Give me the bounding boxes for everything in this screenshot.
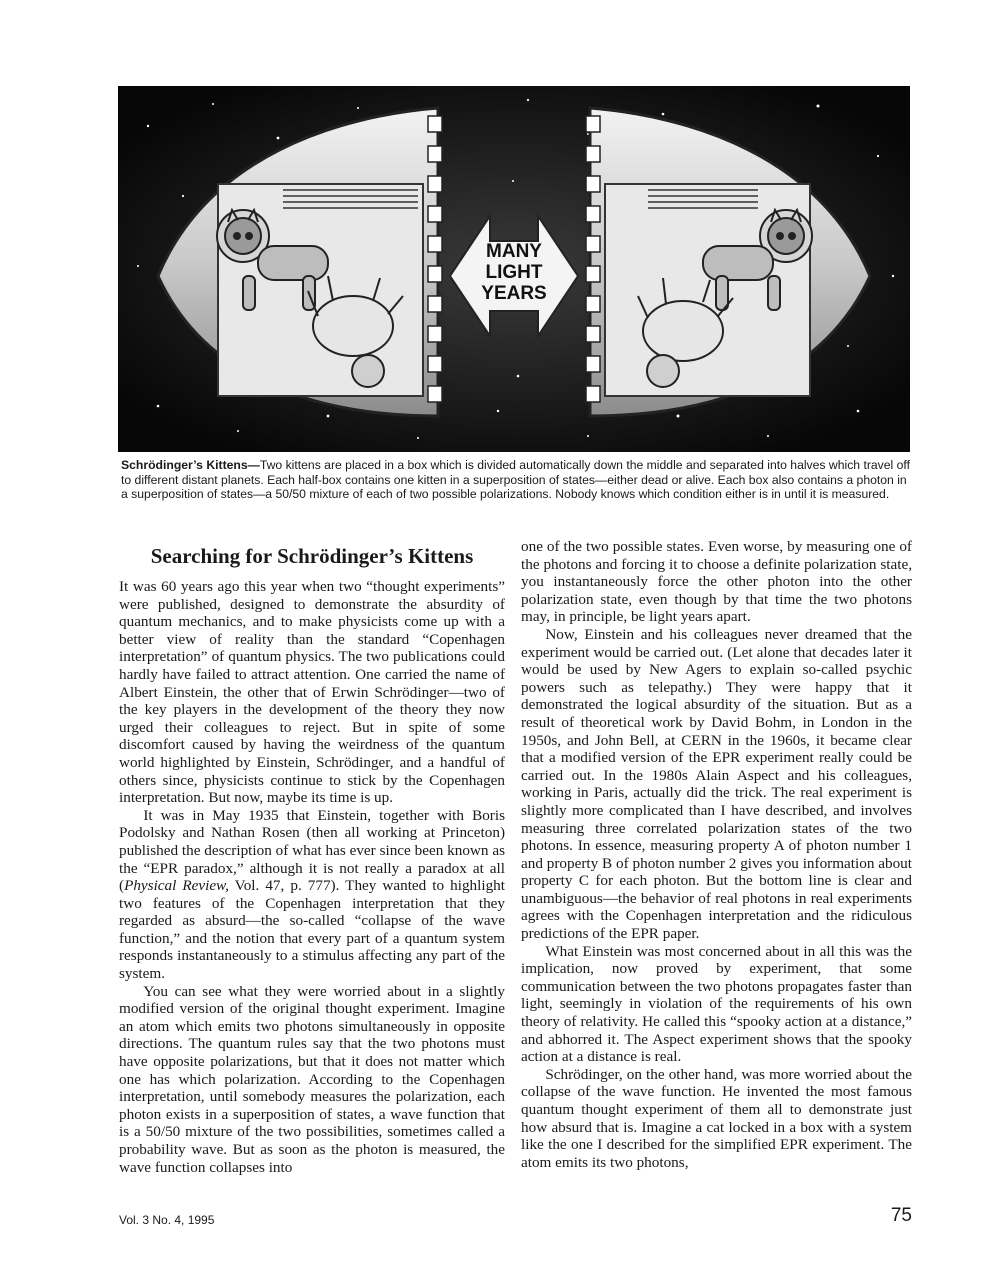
article-column-left bbox=[119, 538, 505, 1176]
article-paragraph: It was 60 years ago this year when two “thought experiments” were published, designed to demonstrate the absurdity of quantum mechanics, and to make physicists come up with a better view of reality than the standard “Copenhagen interpretation” of quantum physics. The two publications could hardly have failed to attract attention. One carried the name of Albert Einstein, the other that of Erwin Schrödinger—two of the key players in the development of the theory they now urged their colleagues to reject. But in spite of some discomfort caused by having the weirdness of the quantum world highlighted by Einstein, Schrödinger, and a handful of others since, physicists continue to stick by the Copenhagen interpretation. But now, maybe its time is up. bbox=[119, 578, 505, 807]
article-paragraph: You can see what they were worried about in a slightly modified version of the original thought experiment. Imagine an atom which emits two photons simultaneously in opposite directions. The quantum rules say that the two photons must have opposite polarizations, but that it does not matter which one has which polarization. According to the Copenhagen interpretation, until somebody measures the polarization, each photon exists in a superposition of states, a wave function that is a 50/50 mixture of the two possibilities, sometimes called a probability wave. But as soon as the photon is measured, the wave function collapses into bbox=[119, 982, 505, 1176]
article-paragraph: Now, Einstein and his colleagues never dreamed that the experiment would be carried out. (Let alone that decades later it would be used by New Agers to explain so-called psychic powers such as telepathy.) They were happy that it demonstrated the logical absurdity of the situation. But as a result of theoretical work by David Bohm, in London in the 1950s, and John Bell, at CERN in the 1960s, it became clear that a modified version of the EPR experiment really could be carried out. In the 1980s Alain Aspect and his colleagues, working in Paris, actually did the trick. The real experiment is slightly more complicated than I have described, and involves measuring three correlated polarization states of the two photons. In essence, measuring property A of photon number 1 and property B of photon number 2 gives you information about property C for each photon. But the bottom line is clear and unambiguous—the behavior of real photons in real experiments agrees with the Copenhagen interpretation and the ridiculous predictions of the EPR paper. bbox=[521, 625, 912, 943]
page-number: 75 bbox=[890, 1205, 912, 1226]
arrow-text-line: YEARS bbox=[481, 283, 547, 304]
article-title: Searching for Schrödinger’s Kittens bbox=[150, 544, 474, 568]
figure-caption bbox=[121, 458, 911, 502]
illustration-artwork bbox=[118, 86, 910, 452]
article-paragraph: Schrödinger, on the other hand, was more worried about the collapse of the wave function. He invented the most famous quantum thought experiment of them all to demonstrate just how absurd that is. Imagine a cat locked in a box with a system like the one I described for the simplified EPR experiment. The atom emits its two photons, bbox=[521, 1065, 912, 1171]
article-column-right bbox=[521, 538, 912, 1171]
arrow-text-line: MANY bbox=[486, 241, 542, 262]
article-paragraph: What Einstein was most concerned about in all this was the implication, now proved by experiment, that some communication between the two photons propagates faster than light, seemingly in violation of the requirements of his own theory of relativity. He called this “spooky action at a distance,” and abhorred it. The Aspect experiment shows that the spooky action at a distance is real. bbox=[521, 942, 912, 1066]
issue-info: Vol. 3 No. 4, 1995 bbox=[119, 1213, 215, 1227]
paragraph-text: Vol. 47, p. 777). They wanted to highlight two features of the Copenhagen interpretation that they regarded as absurd—the so-called “collapse of the wave function,” and the notion that every part of a quantum system responds instantaneously to a stimulus affecting any part of the system. bbox=[119, 877, 505, 983]
paragraph-text: It was in May 1935 that Einstein, together with Boris Podolsky and Nathan Rosen (then all working at Princeton) published the description of what has ever since been known as the “EPR paradox,” although it is not really a paradox at all ( bbox=[119, 806, 505, 895]
kittens-illustration bbox=[118, 86, 910, 452]
journal-name: Physical Review, bbox=[124, 877, 229, 895]
arrow-text-line: LIGHT bbox=[485, 262, 543, 283]
caption-title: Schrödinger’s Kittens bbox=[121, 458, 248, 472]
article-paragraph bbox=[119, 807, 505, 983]
caption-dash: — bbox=[247, 458, 260, 472]
article-paragraph: one of the two possible states. Even worse, by measuring one of the photons and forcing it to choose a definite polarization state, you instantaneously force the other photon into the other polarization state, even though by that time the two photons may, in principle, be light years apart. bbox=[521, 538, 912, 626]
caption-text: Two kittens are placed in a box which is divided automatically down the middle and separated into halves which travel off to different distant planets. Each half-box contains one kitten in a superposition of states—either dead or alive. Each box also contains a photon in a superposition of states—a 50/50 mixture of each of two possible polarizations. Nobody knows which condition either is in until it is measured. bbox=[121, 458, 910, 502]
